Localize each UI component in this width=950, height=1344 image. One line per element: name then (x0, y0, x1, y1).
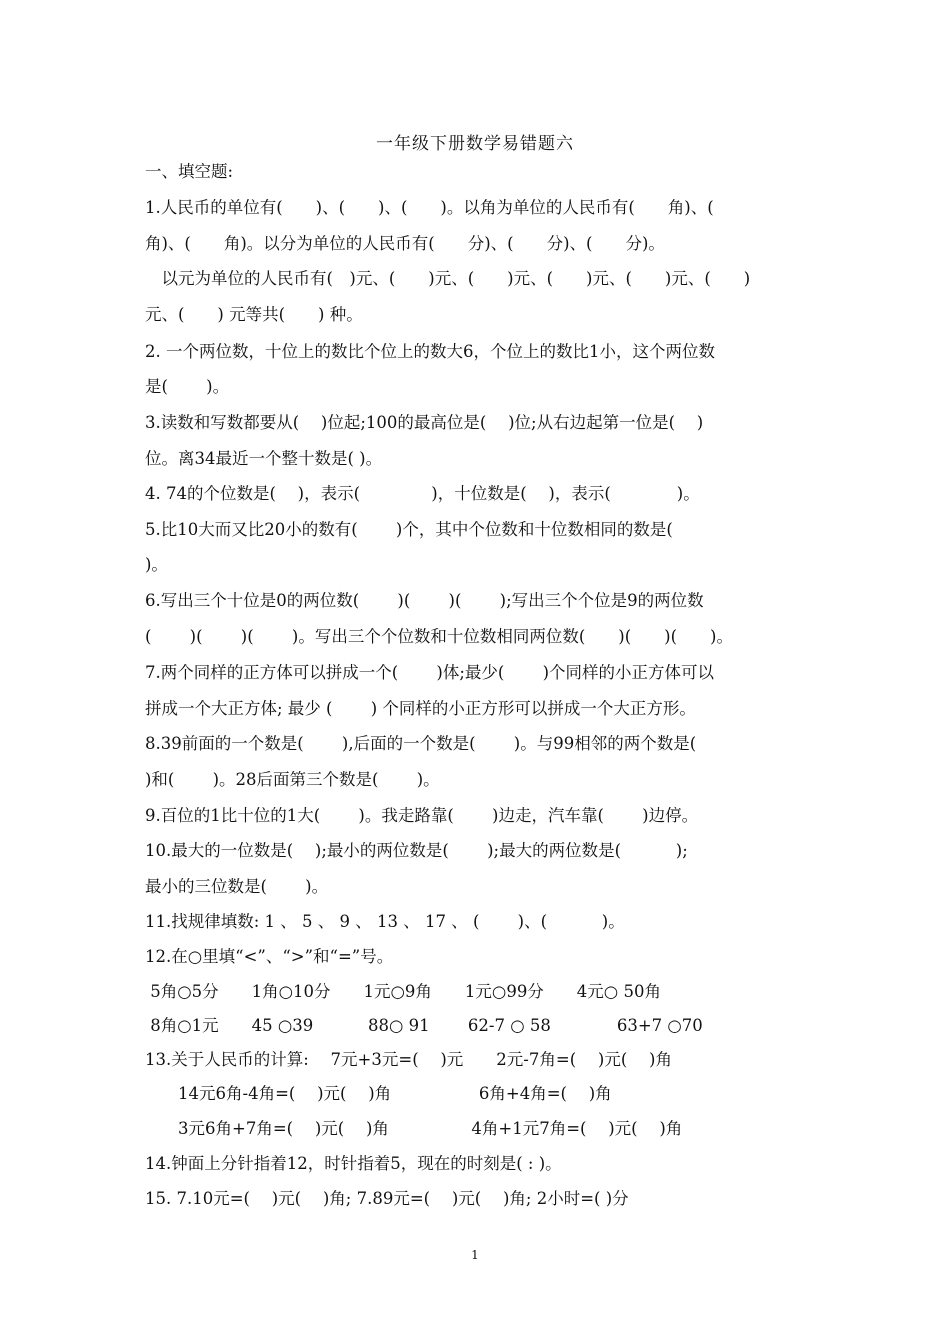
question-line: 1.人民币的单位有( )、( )、( )。以角为单位的人民币有( 角)、( (145, 198, 714, 217)
question-line: 以元为单位的人民币有( )元、( )元、( )元、( )元、( )元、( ) (145, 269, 751, 288)
question-line: 角)、( 角)。以分为单位的人民币有( 分)、( 分)、( 分)。 (145, 234, 665, 253)
question-line: 5角○5分 1角○10分 1元○9角 1元○99分 4元○ 50角 (145, 982, 661, 1001)
question-line: 8.39前面的一个数是( ),后面的一个数是( )。与99相邻的两个数是( (145, 734, 697, 753)
question-line: 是( )。 (145, 377, 230, 396)
question-line: ( )( )( )。写出三个个位数和十位数相同两位数( )( )( )。 (145, 627, 733, 646)
question-line: 11.找规律填数: 1 、 5 、 9 、 13 、 17 、 ( )、( )。 (145, 912, 625, 931)
question-line: 4. 74的个位数是( )，表示( )，十位数是( )，表示( )。 (145, 484, 700, 503)
document-title: 一年级下册数学易错题六 (376, 134, 574, 154)
question-line: 5.比10大而又比20小的数有( )个，其中个位数和十位数相同的数是( (145, 520, 673, 539)
question-line: 3元6角+7角=( )元( )角 4角+1元7角=( )元( )角 (145, 1119, 683, 1138)
question-line: 14.钟面上分针指着12，时针指着5，现在的时刻是( : )。 (145, 1154, 562, 1173)
question-line: 2. 一个两位数，十位上的数比个位上的数大6，个位上的数比1小，这个两位数 (145, 342, 715, 361)
question-line: 最小的三位数是( )。 (145, 877, 329, 896)
question-line: 14元6角-4角=( )元( )角 6角+4角=( )角 (145, 1084, 612, 1103)
question-line: 元、( ) 元等共( ) 种。 (145, 305, 363, 324)
question-line: 10.最大的一位数是( );最小的两位数是( );最大的两位数是( ); (145, 841, 688, 860)
question-line: 6.写出三个十位是0的两位数( )( )( );写出三个个位是9的两位数 (145, 591, 704, 610)
question-line: 3.读数和写数都要从( )位起;100的最高位是( )位;从右边起第一位是( ) (145, 413, 704, 432)
question-line: )和( )。28后面第三个数是( )。 (145, 770, 440, 789)
question-line: 位。离34最近一个整十数是( )。 (145, 449, 383, 468)
page-number: 1 (471, 1248, 479, 1262)
question-line: 7.两个同样的正方体可以拼成一个( )体;最少( )个同样的小正方体可以 (145, 663, 715, 682)
question-line: 9.百位的1比十位的1大( )。我走路靠( )边走，汽车靠( )边停。 (145, 806, 699, 825)
question-line: 拼成一个大正方体; 最少 ( ) 个同样的小正方形可以拼成一个大正方形。 (145, 699, 696, 718)
question-line: )。 (145, 555, 168, 574)
question-line: 15. 7.10元=( )元( )角; 7.89元=( )元( )角; 2小时=( )分 (145, 1189, 629, 1208)
question-line: 8角○1元 45 ○39 88○ 91 62-7 ○ 58 63+7 ○70 (145, 1016, 703, 1035)
section-heading: 一、填空题: (145, 162, 234, 181)
question-line: 13.关于人民币的计算: 7元+3元=( )元 2元-7角=( )元( )角 (145, 1050, 672, 1069)
question-line: 12.在○里填“<”、“>”和“=”号。 (145, 947, 394, 966)
